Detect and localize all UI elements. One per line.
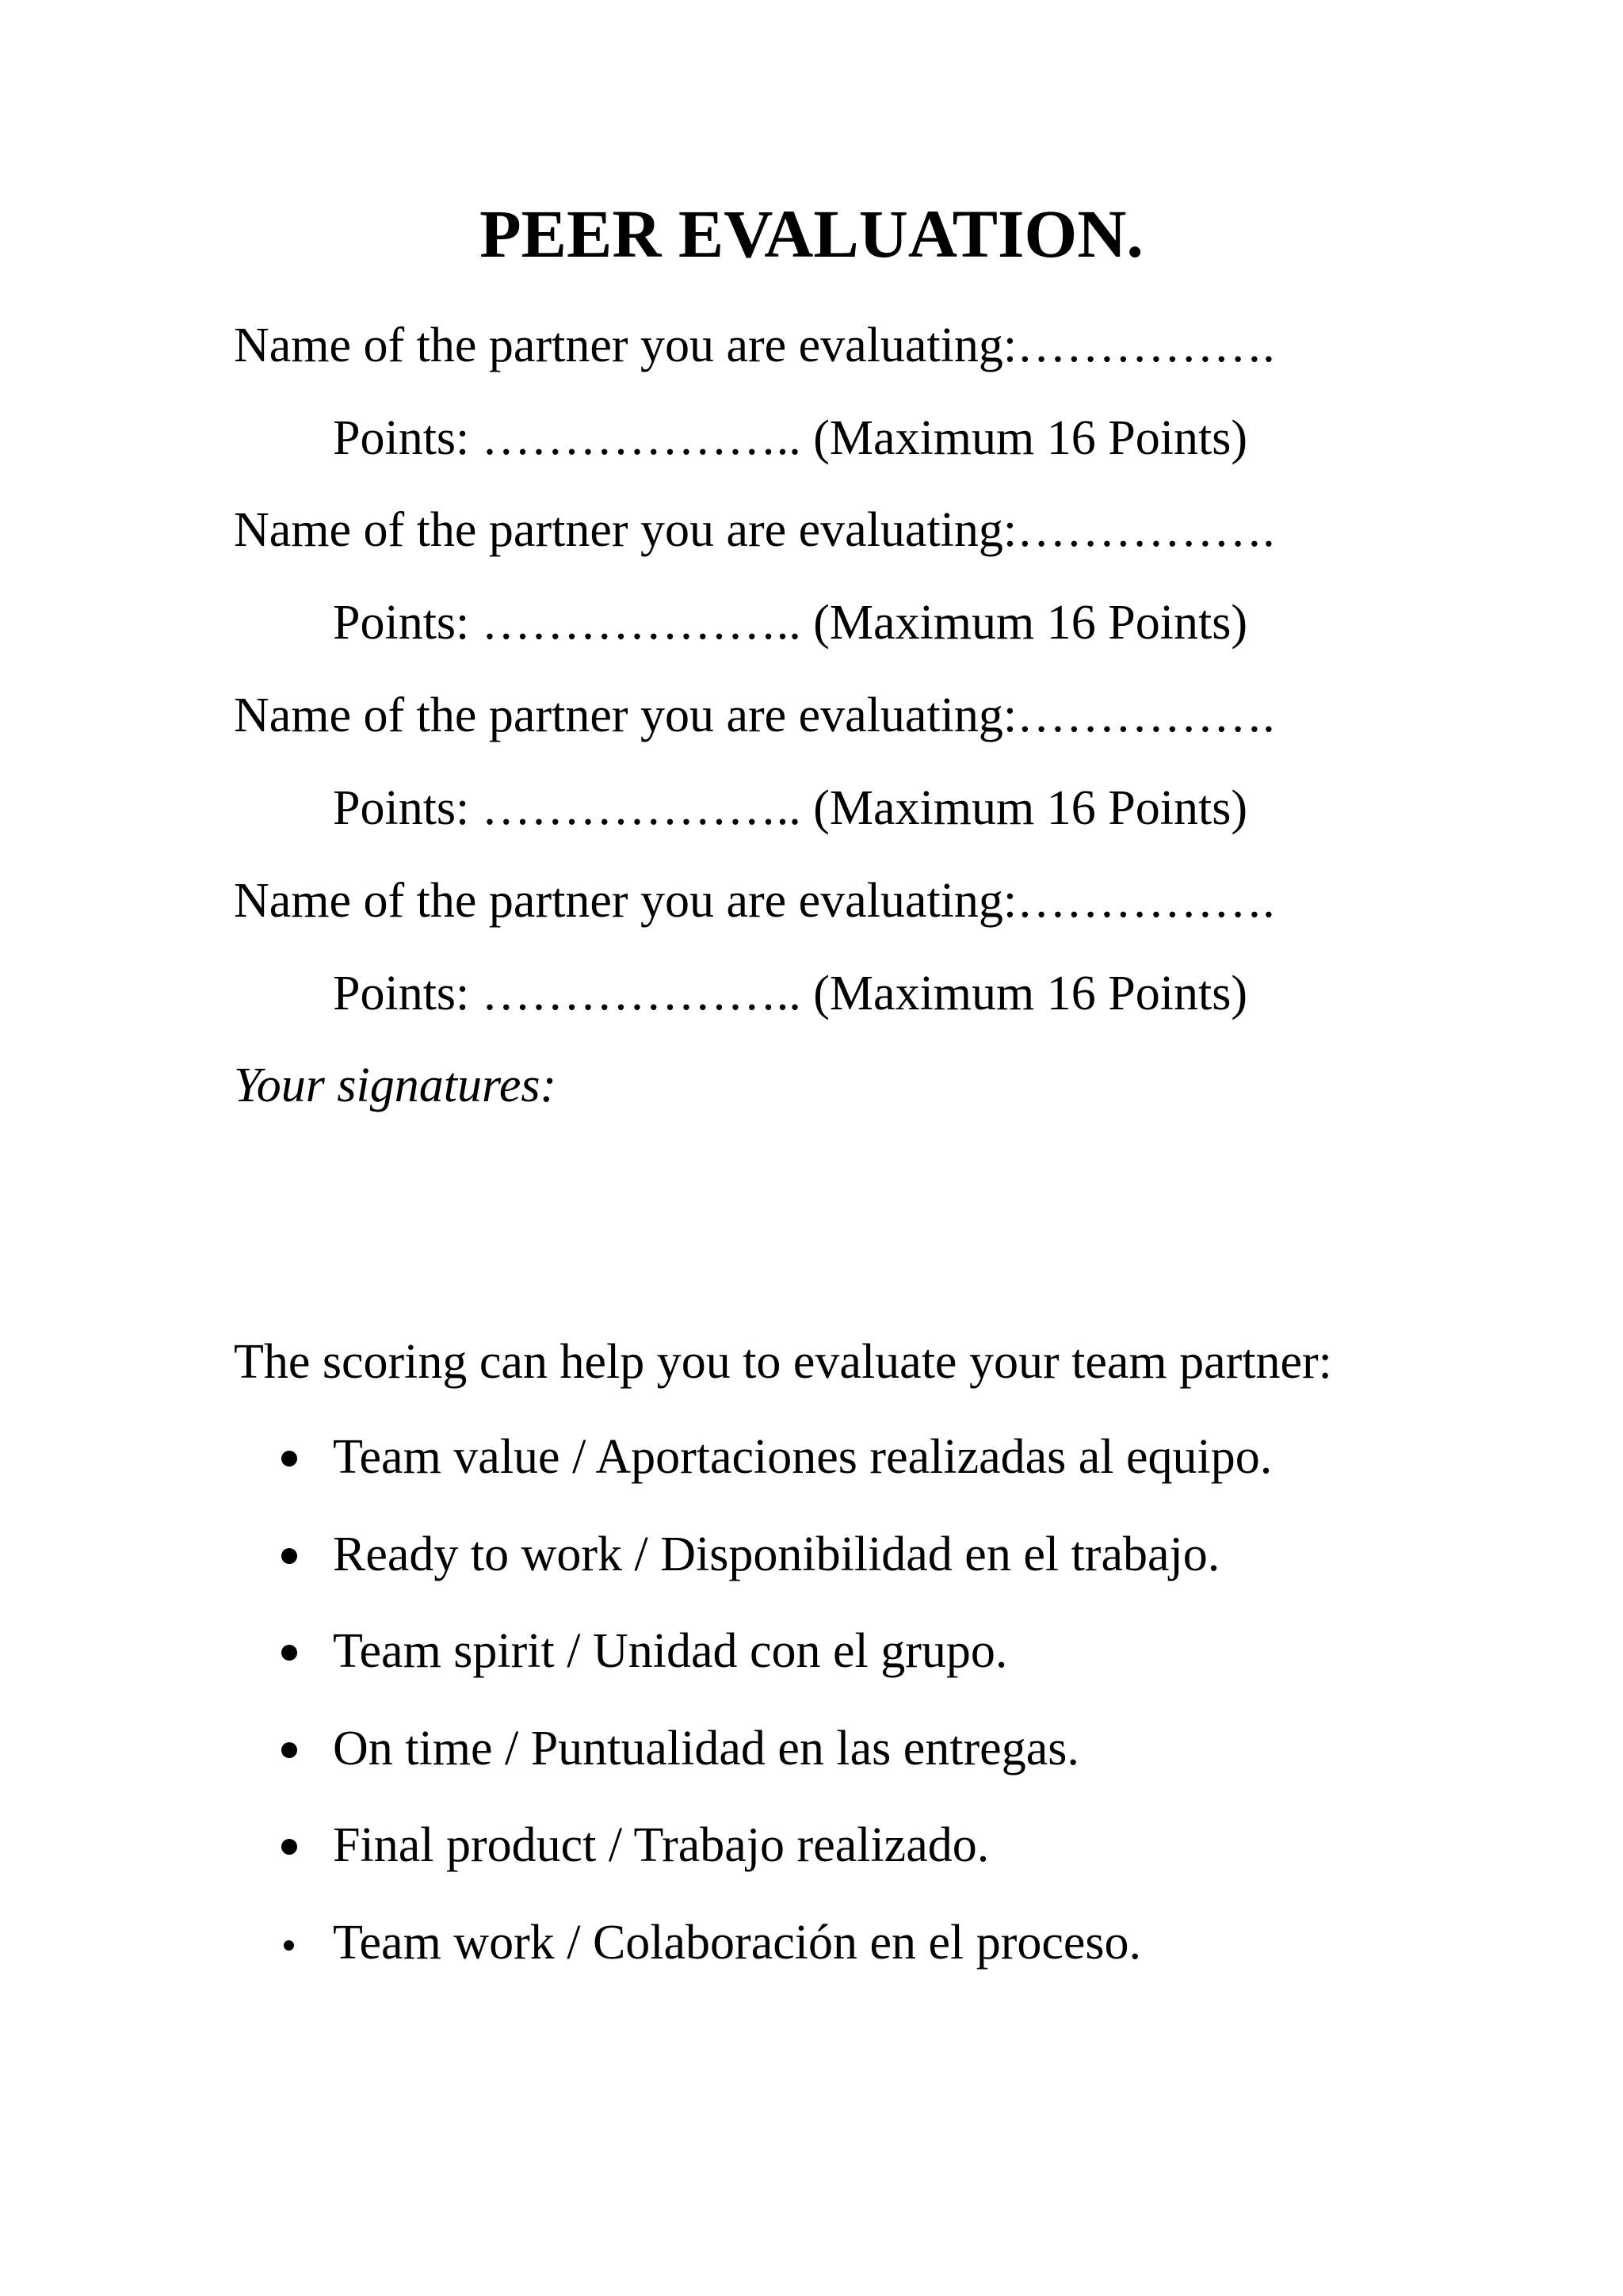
- criterion-text: Team work / Colaboración en el proceso.: [333, 1916, 1142, 1970]
- points-line-2: Points: ……………….. (Maximum 16 Points): [333, 596, 1247, 650]
- points-line-3: Points: ……………….. (Maximum 16 Points): [333, 781, 1247, 835]
- criterion-text: Team value / Aportaciones realizadas al equipo.: [333, 1430, 1273, 1484]
- bullet-icon: [281, 1742, 297, 1758]
- partner-name-line-2: Name of the partner you are evaluating:…………….: [234, 503, 1275, 557]
- bullet-icon: [281, 1451, 297, 1466]
- points-line-4: Points: ……………….. (Maximum 16 Points): [333, 967, 1247, 1020]
- criterion-text: Team spirit / Unidad con el grupo.: [333, 1624, 1008, 1678]
- points-line-1: Points: ……………….. (Maximum 16 Points): [333, 411, 1247, 465]
- scoring-intro: The scoring can help you to evaluate your team partner:: [234, 1335, 1332, 1389]
- criterion-text: Ready to work / Disponibilidad en el trabajo.: [333, 1527, 1220, 1581]
- page-title: PEER EVALUATION.: [479, 196, 1144, 272]
- partner-name-line-3: Name of the partner you are evaluating:…………….: [234, 688, 1275, 742]
- criterion-text: Final product / Trabajo realizado.: [333, 1818, 990, 1872]
- partner-name-line-1: Name of the partner you are evaluating:…………….: [234, 318, 1275, 372]
- bullet-icon: [281, 1839, 297, 1855]
- signatures-label: Your signatures:: [234, 1058, 557, 1112]
- partner-name-line-4: Name of the partner you are evaluating:…………….: [234, 874, 1275, 928]
- bullet-icon: [281, 1645, 297, 1661]
- bullet-icon: [281, 1548, 297, 1564]
- bullet-icon: [284, 1940, 294, 1951]
- criterion-text: On time / Puntualidad en las entregas.: [333, 1722, 1079, 1775]
